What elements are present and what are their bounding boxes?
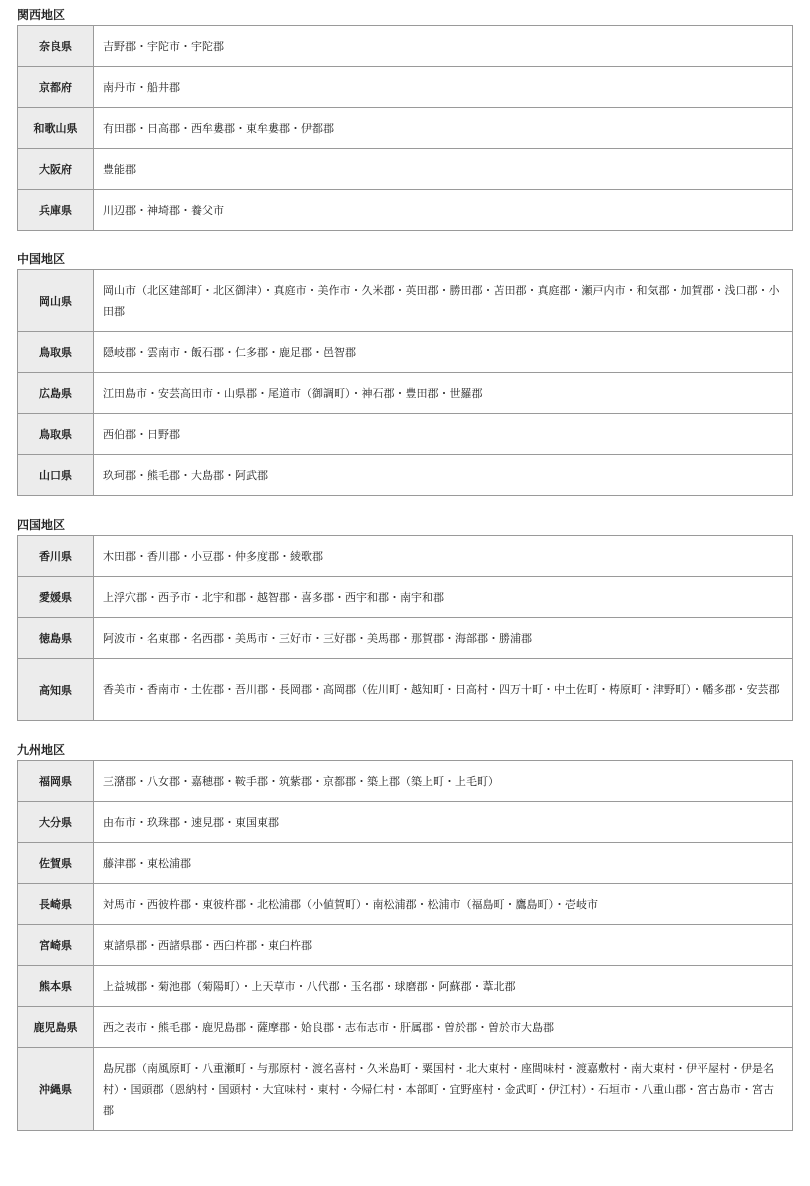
table-row [18,108,793,149]
table-row [18,67,793,108]
area-list: 隠岐郡・雲南市・飯石郡・仁多郡・鹿足郡・邑智郡 [94,332,793,373]
area-list: 阿波市・名東郡・名西郡・美馬市・三好市・三好郡・美馬郡・那賀郡・海部郡・勝浦郡 [94,618,793,659]
prefecture-name: 鳥取県 [18,414,94,455]
prefecture-name: 鳥取県 [18,332,94,373]
prefecture-name: 広島県 [18,373,94,414]
area-list: 上浮穴郡・西予市・北宇和郡・越智郡・喜多郡・西宇和郡・南宇和郡 [94,577,793,618]
table-row [18,270,793,332]
area-list: 木田郡・香川郡・小豆郡・仲多度郡・綾歌郡 [94,536,793,577]
area-list: 西伯郡・日野郡 [94,414,793,455]
prefecture-name: 兵庫県 [18,190,94,231]
area-list: 藤津郡・東松浦郡 [94,843,793,884]
prefecture-name: 大分県 [18,802,94,843]
table-row [18,414,793,455]
area-list: 川辺郡・神埼郡・養父市 [94,190,793,231]
region-shikoku [17,515,793,721]
table-row [18,925,793,966]
table-row [18,26,793,67]
prefecture-name: 香川県 [18,536,94,577]
table-row [18,843,793,884]
prefecture-name: 熊本県 [18,966,94,1007]
prefecture-name: 沖縄県 [18,1048,94,1131]
prefecture-name: 徳島県 [18,618,94,659]
area-list: 岡山市（北区建部町・北区御津）・真庭市・美作市・久米郡・英田郡・勝田郡・苫田郡・真庭郡・瀬戸内市・和気郡・加賀郡・浅口郡・小田郡 [94,270,793,332]
region-table [17,760,793,1131]
table-row [18,802,793,843]
prefecture-name: 京都府 [18,67,94,108]
area-list: 対馬市・西彼杵郡・東彼杵郡・北松浦郡（小値賀町）・南松浦郡・松浦市（福島町・鷹島町）・壱岐市 [94,884,793,925]
area-list: 玖珂郡・熊毛郡・大島郡・阿武郡 [94,455,793,496]
table-row [18,1048,793,1131]
area-list: 三潴郡・八女郡・嘉穂郡・鞍手郡・筑紫郡・京都郡・築上郡（築上町・上毛町） [94,761,793,802]
prefecture-name: 愛媛県 [18,577,94,618]
table-row [18,577,793,618]
page [0,5,810,1131]
prefecture-name: 大阪府 [18,149,94,190]
area-list: 江田島市・安芸高田市・山県郡・尾道市（御調町）・神石郡・豊田郡・世羅郡 [94,373,793,414]
area-list: 豊能郡 [94,149,793,190]
region-kansai [17,5,793,231]
table-row [18,455,793,496]
prefecture-name: 福岡県 [18,761,94,802]
table-row [18,536,793,577]
region-title: 関西地区 [17,8,66,22]
prefecture-name: 佐賀県 [18,843,94,884]
table-row [18,884,793,925]
region-table [17,269,793,496]
table-row [18,373,793,414]
table-row [18,1007,793,1048]
area-list: 香美市・香南市・土佐郡・吾川郡・長岡郡・高岡郡（佐川町・越知町・日高村・四万十町・中土佐町・梼原町・津野町）・幡多郡・安芸郡 [94,659,793,721]
area-list: 南丹市・船井郡 [94,67,793,108]
area-list: 西之表市・熊毛郡・鹿児島郡・薩摩郡・姶良郡・志布志市・肝属郡・曽於郡・曽於市大島郡 [94,1007,793,1048]
region-table [17,25,793,231]
region-chugoku [17,249,793,496]
region-kyushu [17,740,793,1131]
prefecture-name: 宮崎県 [18,925,94,966]
table-row [18,149,793,190]
prefecture-name: 高知県 [18,659,94,721]
table-row [18,761,793,802]
area-list: 上益城郡・菊池郡（菊陽町）・上天草市・八代郡・玉名郡・球磨郡・阿蘇郡・葦北郡 [94,966,793,1007]
table-row [18,332,793,373]
area-list: 有田郡・日高郡・西牟婁郡・東牟婁郡・伊都郡 [94,108,793,149]
table-row [18,659,793,721]
table-row [18,618,793,659]
area-list: 吉野郡・宇陀市・宇陀郡 [94,26,793,67]
area-list: 由布市・玖珠郡・速見郡・東国東郡 [94,802,793,843]
prefecture-name: 鹿児島県 [18,1007,94,1048]
table-row [18,190,793,231]
prefecture-name: 和歌山県 [18,108,94,149]
prefecture-name: 長崎県 [18,884,94,925]
region-table [17,535,793,721]
area-list: 東諸県郡・西諸県郡・西臼杵郡・東臼杵郡 [94,925,793,966]
region-title: 中国地区 [17,252,66,266]
prefecture-name: 岡山県 [18,270,94,332]
table-row [18,966,793,1007]
area-list: 島尻郡（南風原町・八重瀬町・与那原村・渡名喜村・久米島町・粟国村・北大東村・座間味村・渡嘉敷村・南大東村・伊平屋村・伊是名村）・国頭郡（恩納村・国頭村・大宜味村・東村・今帰仁村・本部町・宜野座村・金武町・伊江村）・石垣市・八重山郡・宮古島市・宮古郡 [94,1048,793,1131]
prefecture-name: 山口県 [18,455,94,496]
region-title: 四国地区 [17,518,66,532]
prefecture-name: 奈良県 [18,26,94,67]
region-title: 九州地区 [17,743,66,757]
